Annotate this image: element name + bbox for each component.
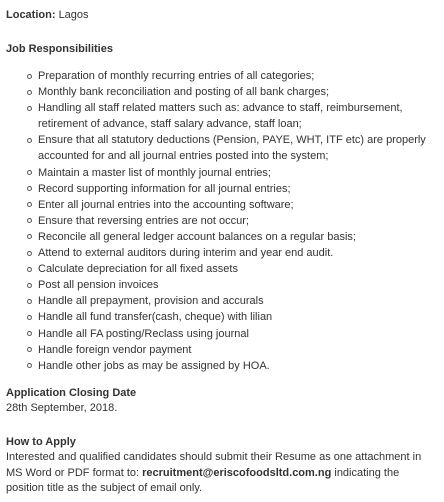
list-item: Ensure that all statutory deductions (Pension, PAYE, WHT, ITF etc) are properly accounted for and all journal entries posted into the system; [38, 132, 438, 164]
location-line [6, 8, 438, 23]
apply-text-after: indicating the position title as the subject of email only. [6, 466, 400, 495]
responsibilities-heading: Job Responsibilities [6, 43, 113, 55]
how-to-apply-text [6, 450, 438, 497]
location-label: Location: [6, 9, 56, 21]
apply-text-before: Interested and qualified candidates should submit their Resume as one attachment in MS Word or PDF format to: [6, 451, 422, 479]
how-to-apply-heading: How to Apply [6, 435, 76, 448]
apply-email-link[interactable]: recruitment@eriscofoodsltd.com.ng [142, 466, 332, 479]
location-value: Lagos [58, 9, 89, 21]
list-item: Handle all FA posting/Reclass using journal [38, 326, 438, 342]
list-item: Handle other jobs as may be assigned by HOA. [38, 358, 438, 374]
list-item: Calculate depreciation for all fixed assets [38, 261, 438, 277]
list-item: Handle all fund transfer(cash, cheque) with lilian [38, 309, 438, 325]
list-item: Attend to external auditors during interim and year end audit. [38, 245, 438, 261]
list-item: Enter all journal entries into the accounting software; [38, 197, 438, 213]
list-item: Handling all staff related matters such as: advance to staff, reimbursement, retirement of advance, staff salary advance, staff loan; [38, 100, 438, 132]
list-item: Record supporting information for all journal entries; [38, 181, 438, 197]
list-item: Preparation of monthly recurring entries of all categories; [38, 68, 438, 84]
list-item: Handle all prepayment, provision and accurals [38, 293, 438, 309]
list-item: Maintain a master list of monthly journal entries; [38, 165, 438, 181]
closing-date-value: 28th September, 2018. [6, 402, 118, 415]
closing-date-heading: Application Closing Date [6, 386, 137, 399]
responsibilities-list [6, 68, 438, 374]
list-item: Reconcile all general ledger account balances on a regular basis; [38, 229, 438, 245]
list-item: Post all pension invoices [38, 277, 438, 293]
list-item: Handle foreign vendor payment [38, 342, 438, 358]
list-item: Monthly bank reconciliation and posting of all bank charges; [38, 84, 438, 100]
list-item: Ensure that reversing entries are not occur; [38, 213, 438, 229]
